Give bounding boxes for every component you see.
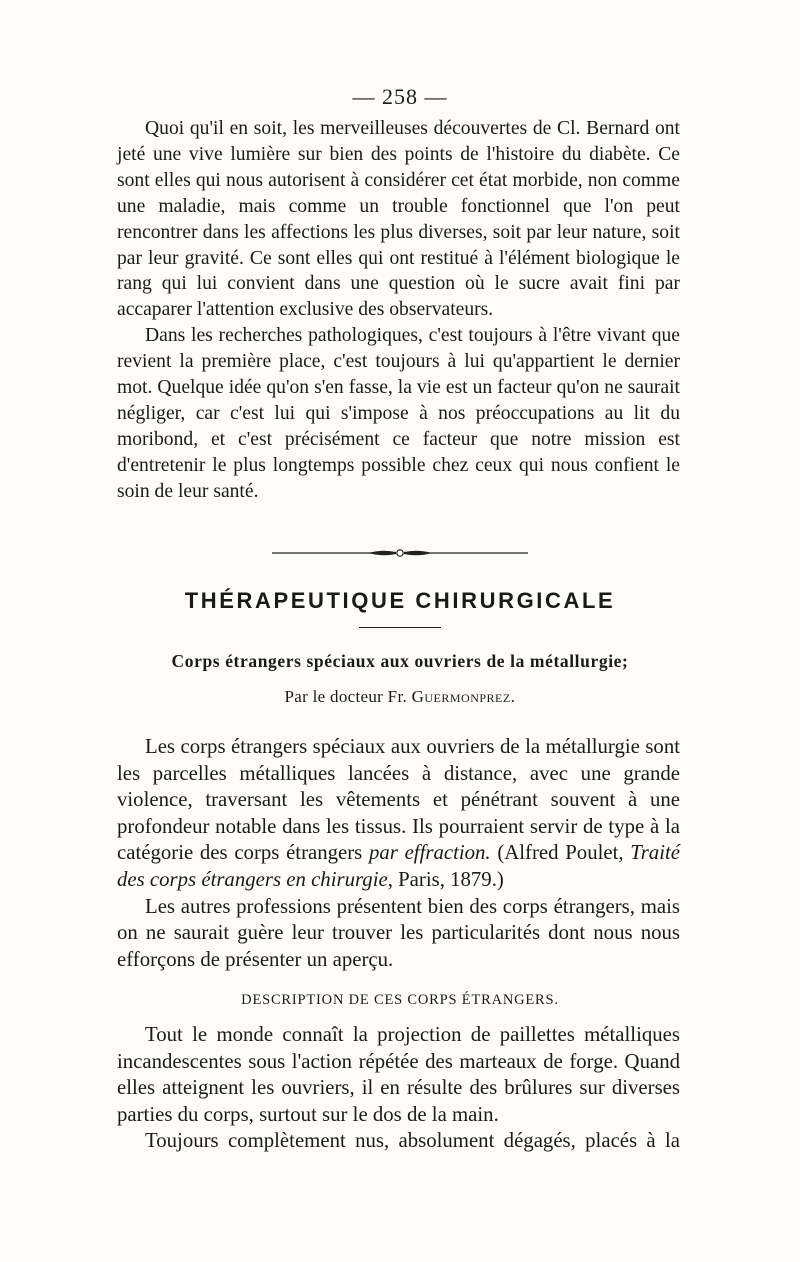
article-title: Corps étrangers spéciaux aux ouvriers de la métallurgie; — [171, 651, 629, 671]
text-run: Les corps étrangers spéciaux aux ouvriers de la métallurgie sont les parcelles métalliques lancées à distance, avec une grande violence, traversant les vêtements et pénétrant souvent à une profondeur notable dans les tissus. Ils pourraient servir de type à la catégorie des corps étrangers — [117, 735, 680, 865]
text-run: , Paris, 1879.) — [387, 867, 504, 891]
page-number: — 258 — — [352, 84, 448, 109]
byline-prefix: Par le docteur Fr. — [284, 687, 412, 706]
paragraph: Les autres professions présentent bien des corps étrangers, mais on ne saurait guère leur trouver les particularités dont nous nous efforçons de présenter un aperçu. — [117, 894, 680, 971]
paragraph — [117, 734, 680, 894]
italic-run: par effraction. — [368, 841, 491, 865]
article-intro — [117, 734, 680, 973]
paragraph: Tout le monde connaît la projection de paillettes métalliques incandescentes sous l'action répétée des marteaux de forge. Quand elles atteignent les ouvriers, il en résulte des brûlures sur diverses parties du corps, surtout sur le dos de la main. — [117, 1023, 680, 1126]
opening-text — [117, 116, 680, 505]
paragraph: Toujours complètement nus, absolument dégagés, placés à la — [145, 1129, 680, 1153]
ornamental-divider — [272, 547, 528, 559]
paragraph: Dans les recherches pathologiques, c'est toujours à l'être vivant que revient la première place, c'est toujours à lui qu'appartient le dernier mot. Quelque idée qu'on s'en fasse, la vie est un facteur qu'on ne saurait négliger, car c'est lui qui s'impose à nos préoccupations au lit du moribond, et c'est précisément ce facteur que notre mission est d'entretenir le plus longtemps possible chez ceux qui nous confient le soin de leur santé. — [117, 325, 680, 502]
subheading: DESCRIPTION DE CES CORPS ÉTRANGERS. — [241, 992, 559, 1008]
description-text — [117, 1022, 680, 1155]
text-run: (Alfred Poulet, — [490, 841, 631, 865]
section-title: THÉRAPEUTIQUE CHIRURGICALE — [184, 588, 616, 613]
title-rule — [359, 627, 441, 628]
byline — [0, 687, 800, 707]
italic-run: Traité des corps étrangers en chirurgie — [117, 841, 680, 891]
byline-author: Guermonprez. — [411, 687, 516, 706]
paragraph: Quoi qu'il en soit, les merveilleuses découvertes de Cl. Bernard ont jeté une vive lumière sur bien des points de l'histoire du diabète. Ce sont elles qui nous autorisent à considérer cet état morbide, non comme une maladie, mais comme un trouble fonctionnel que l'on peut rencontrer dans les affections les plus diverses, soit par leur nature, soit par leur gravité. Ce sont elles qui ont restitué à l'élément biologique le rang qui lui convient dans une question où le sucre avait fini par accaparer l'attention exclusive des observateurs. — [117, 118, 680, 321]
